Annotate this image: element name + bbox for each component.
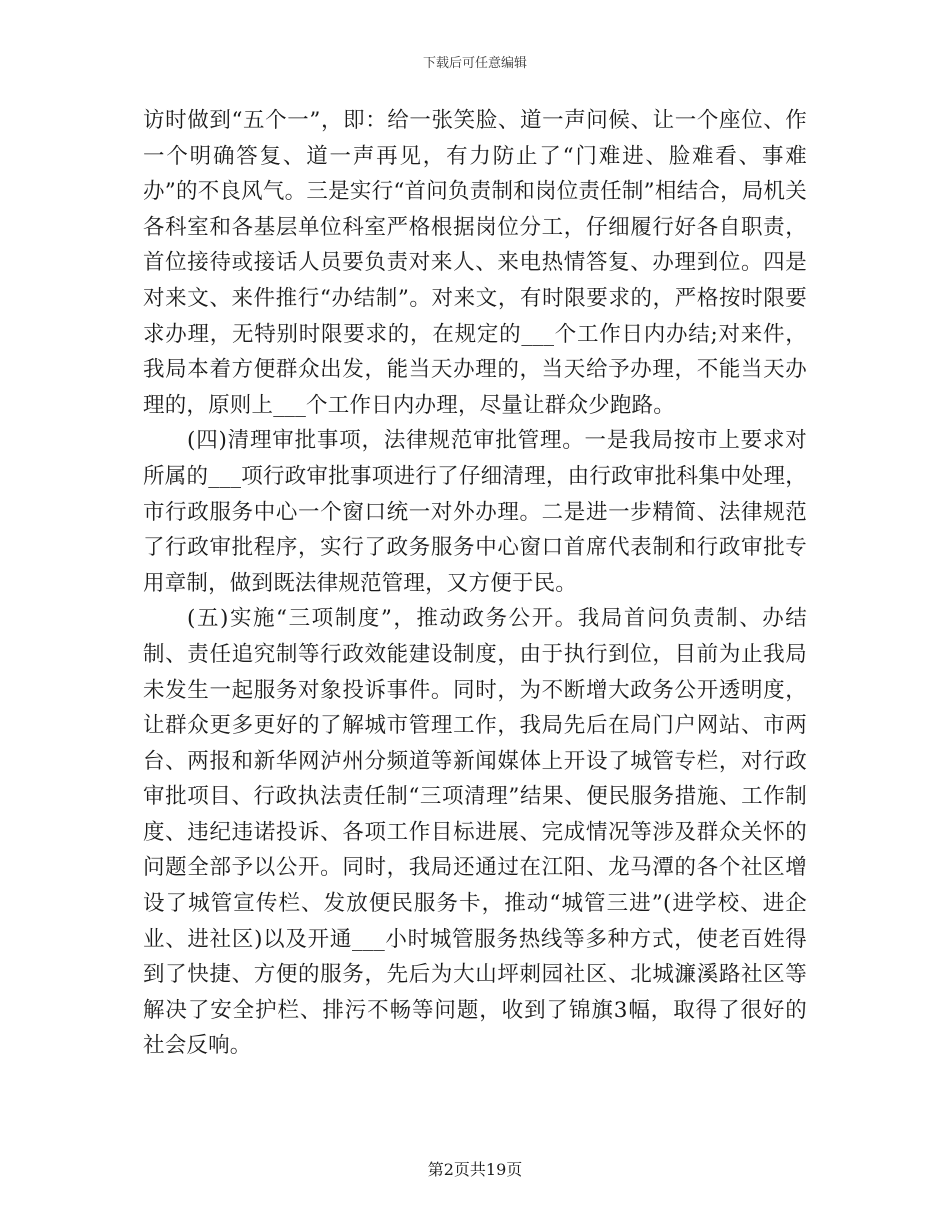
document-body	[143, 103, 807, 1064]
page-number: 第2页共19页	[427, 1160, 523, 1179]
page-header: 下载后可任意编辑	[422, 56, 527, 71]
paragraph-section-four: (四)清理审批事项，法律规范审批管理。一是我局按市上要求对所属的___项行政审批事项进行了仔细清理，由行政审批科集中处理，市行政服务中心一个窗口统一对外办理。二是进一步精简、法律规范了行政审批程序，实行了政务服务中心窗口首席代表制和行政审批专用章制，做到既法律规范管理，又方便于民。	[143, 428, 807, 596]
paragraph-continued: 访时做到“五个一”，即：给一张笑脸、道一声问候、让一个座位、作一个明确答复、道一声再见，有力防止了“门难进、脸难看、事难办”的不良风气。三是实行“首问负责制和岗位责任制”相结合，局机关各科室和各基层单位科室严格根据岗位分工，仔细履行好各自职责，首位接待或接话人员要负责对来人、来电热情答复、办理到位。四是对来文、来件推行“办结制”。对来文，有时限要求的，严格按时限要求办理，无特别时限要求的，在规定的___个工作日内办结;对来件，我局本着方便群众出发，能当天办理的，当天给予办理，不能当天办理的，原则上___个工作日内办理，尽量让群众少跑路。	[143, 108, 807, 418]
paragraph-section-five: (五)实施“三项制度”，推动政务公开。我局首问负责制、办结制、责任追究制等行政效能建设制度，由于执行到位，目前为止我局未发生一起服务对象投诉事件。同时，为不断增大政务公开透明度，让群众更多更好的了解城市管理工作，我局先后在局门户网站、市两台、两报和新华网泸州分频道等新闻媒体上开设了城管专栏，对行政审批项目、行政执法责任制“三项清理”结果、便民服务措施、工作制度、违纪违诺投诉、各项工作目标进展、完成情况等涉及群众关怀的问题全部予以公开。同时，我局还通过在江阳、龙马潭的各个社区增设了城管宣传栏、发放便民服务卡，推动“城管三进”(进学校、进企业、进社区)以及开通___小时城管服务热线等多种方式，使老百姓得到了快捷、方便的服务，先后为大山坪刺园社区、北城濂溪路社区等解决了安全护栏、排污不畅等问题，收到了锦旗3幅，取得了很好的社会反响。	[143, 606, 807, 1059]
